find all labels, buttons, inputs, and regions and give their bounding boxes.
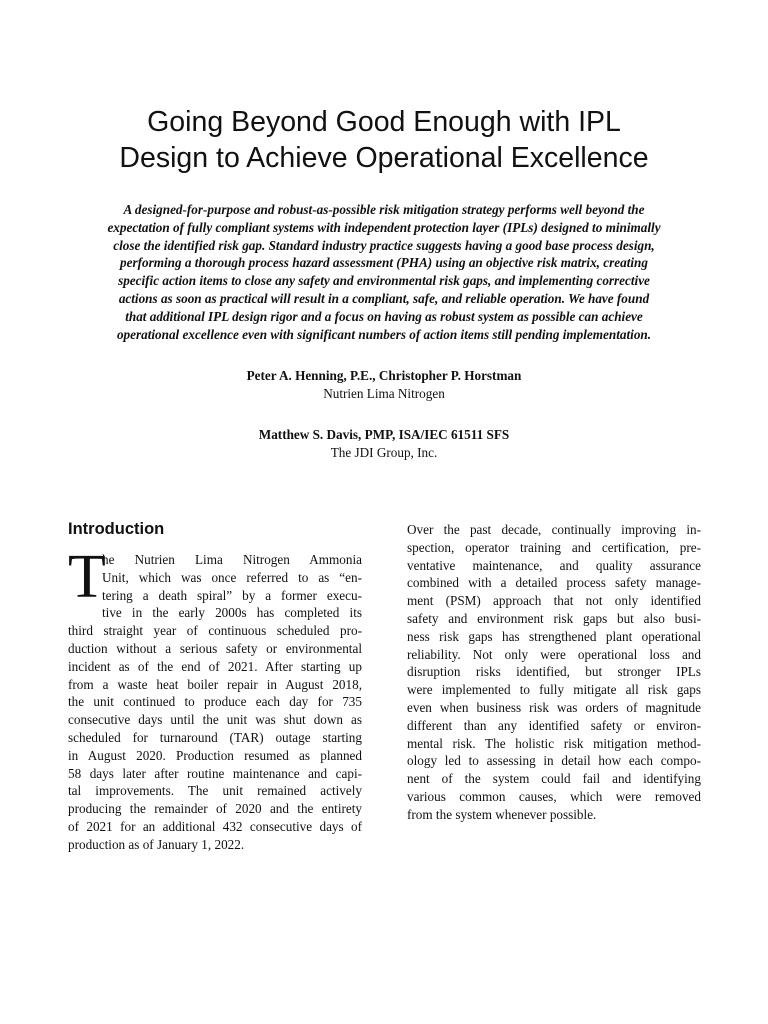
body-line: disruption risks identified, but stronger IPLs xyxy=(407,664,701,680)
body-line: nent of the system could fail and identifying xyxy=(407,771,701,787)
body-line: combined with a detailed process safety manage- xyxy=(407,575,701,591)
abstract-line: performing a thorough process hazard assessment (PHA) using an objective risk matrix, creating xyxy=(120,255,648,271)
abstract-line: specific action items to close any safety and environmental risk gaps, and implementing corrective xyxy=(118,273,650,289)
body-line: duction without a serious safety or environmental xyxy=(68,640,362,656)
body-line: even when business risk was orders of magnitude xyxy=(407,699,701,715)
abstract-line: A designed-for-purpose and robust-as-possible risk mitigation strategy performs well beyond the xyxy=(123,202,645,217)
body-line: 58 days later after routine maintenance and capi- xyxy=(68,765,362,781)
body-line: tal improvements. The unit remained actively xyxy=(68,783,362,799)
body-column-left xyxy=(68,551,362,854)
body-line: the unit continued to produce each day for 735 xyxy=(68,694,362,710)
title-line-2: Design to Achieve Operational Excellence xyxy=(119,142,649,174)
body-line: producing the remainder of 2020 and the entirety xyxy=(68,801,362,817)
abstract-line: that additional IPL design rigor and a focus on having as robust system as possible can achieve xyxy=(125,308,643,324)
body-line: Over the past decade, continually improving in- xyxy=(407,522,701,537)
author-block-2 xyxy=(84,426,684,462)
abstract-line: actions as soon as practical will result in a compliant, safe, and reliable operation. We have found xyxy=(118,290,650,306)
body-line: from a waste heat boiler repair in August 2018, xyxy=(68,676,362,692)
body-line: reliability. Not only were operational loss and xyxy=(407,646,701,662)
body-line: tering a death spiral” by a former execu- xyxy=(102,587,362,603)
body-line: of 2021 for an additional 432 consecutive days of xyxy=(68,818,362,834)
body-line: ment (PSM) approach that not only identified xyxy=(407,593,701,609)
body-line: different than any identified safety or environ- xyxy=(407,717,701,733)
abstract-line: operational excellence even with significant numbers of action items still pending implementation. xyxy=(116,326,652,342)
body-line: ventative maintenance, and quality assurance xyxy=(407,557,701,573)
paper-title xyxy=(60,104,708,176)
body-line: ology led to assessing in detail how each compo- xyxy=(407,753,701,769)
body-line: were implemented to fully mitigate all risk gaps xyxy=(407,682,701,698)
body-line: various common causes, which were removed xyxy=(407,788,701,804)
section-heading: Introduction xyxy=(68,520,165,538)
body-line: third straight year of continuous scheduled pro- xyxy=(68,623,362,639)
body-line: Unit, which was once referred to as “en- xyxy=(102,569,362,585)
body-line: incident as of the end of 2021. After starting up xyxy=(68,658,362,674)
body-line: safety and environment risk gaps but also busi- xyxy=(407,610,701,626)
body-line: tive in the early 2000s has completed its xyxy=(102,605,362,621)
body-line: spection, operator training and certification, pre- xyxy=(407,539,701,555)
body-line: ness risk gaps has strengthened plant operational xyxy=(407,628,701,644)
body-line: production as of January 1, 2022. xyxy=(68,836,245,852)
body-line: in August 2020. Production resumed as planned xyxy=(68,747,362,763)
body-column-right xyxy=(407,521,701,824)
drop-cap: T xyxy=(68,543,106,611)
author-affiliation: The JDI Group, Inc. xyxy=(330,445,438,460)
abstract-line: close the identified risk gap. Standard industry practice suggests having a good base process design, xyxy=(113,237,655,253)
body-line: scheduled for turnaround (TAR) outage starting xyxy=(68,729,362,745)
abstract-line: expectation of fully compliant systems with independent protection layer (IPLs) designed to minimally xyxy=(107,219,661,235)
abstract xyxy=(66,201,702,343)
body-line: from the system whenever possible. xyxy=(407,806,597,822)
author-names: Matthew S. Davis, PMP, ISA/IEC 61511 SFS xyxy=(258,427,510,442)
author-block-1 xyxy=(84,367,684,403)
body-line: he Nutrien Lima Nitrogen Ammonia xyxy=(102,552,362,567)
author-names: Peter A. Henning, P.E., Christopher P. Horstman xyxy=(246,368,522,383)
title-line-1: Going Beyond Good Enough with IPL xyxy=(147,106,621,138)
body-line: mental risk. The holistic risk mitigation method- xyxy=(407,735,701,751)
body-line: consecutive days until the unit was shut down as xyxy=(68,712,362,728)
author-affiliation: Nutrien Lima Nitrogen xyxy=(323,386,445,401)
